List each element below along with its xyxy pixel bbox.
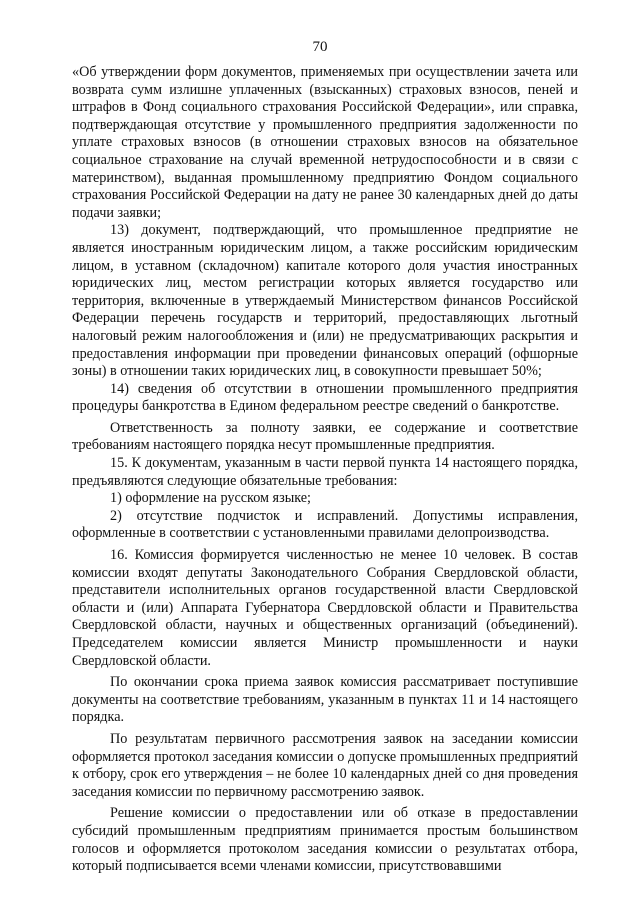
- paragraph-decision: Решение комиссии о предоставлении или об отказе в предоставлении субсидий промышленным предприятиям принимается простым большинством голосов и оформляется протоколом заседания комиссии о результатах отбора, который подписывается всеми членами комиссии, присутствовавшими: [72, 805, 578, 875]
- paragraph-item-16: 16. Комиссия формируется численностью не менее 10 человек. В состав комиссии входят депутаты Законодательного Собрания Свердловской области, представители исполнительных органов государственной власти Свердловской области и (или) Аппарата Губернатора Свердловской области и Правительства Свердловской области, научных и общественных организаций (объединений). Председателем комиссии является Министр промышленности и науки Свердловской области.: [72, 547, 578, 669]
- page-number: 70: [312, 39, 328, 55]
- document-body: [72, 64, 578, 876]
- paragraph-item-14: 14) сведения об отсутствии в отношении промышленного предприятия процедуры банкротства в Едином федеральном реестре сведений о банкротстве.: [72, 380, 578, 415]
- paragraph-item-15: 15. К документам, указанным в части первой пункта 14 настоящего порядка, предъявляются следующие обязательные требования:: [72, 455, 578, 489]
- paragraph-responsibility: Ответственность за полноту заявки, ее содержание и соответствие требованиям настоящего порядка несут промышленные предприятия.: [72, 419, 578, 454]
- paragraph-item-13: 13) документ, подтверждающий, что промышленное предприятие не является иностранным юридическим лицом, а также российским юридическим лицом, в уставном (складочном) капитале которого доля участия иностранных юридических лиц, местом регистрации которых является государство или территория, включенные в утверждаемый Министерством финансов Российской Федерации перечень государств и территорий, предоставляющих льготный налоговый режим налогообложения и (или) не предусматривающих раскрытия и предоставления информации при проведении финансовых операций (офшорные зоны) в отношении таких юридических лиц, в совокупности превышает 50%;: [72, 222, 578, 380]
- paragraph-requirement-2: 2) отсутствие подчисток и исправлений. Допустимы исправления, оформленные в соответствии с установленными правилами делопроизводства.: [72, 507, 578, 542]
- paragraph-continuation: «Об утверждении форм документов, применяемых при осуществлении зачета или возврата сумм излишне уплаченных (взысканных) страховых взносов, пеней и штрафов в Фонд социального страхования Российской Федерации», или справка, подтверждающая отсутствие у промышленного предприятия задолженности по уплате страховых взносов (в отношении страховых взносов на обязательное социальное страхование на случай временной нетрудоспособности и в связи с материнством), выданная промышленному предприятию Фондом социального страхования Российской Федерации на дату не ранее 30 календарных дней до даты подачи заявки;: [72, 64, 578, 221]
- paragraph-review: По окончании срока приема заявок комиссия рассматривает поступившие документы на соответствие требованиям, указанным в пунктах 11 и 14 настоящего порядка.: [72, 674, 578, 726]
- paragraph-requirement-1: 1) оформление на русском языке;: [110, 490, 311, 507]
- paragraph-protocol: По результатам первичного рассмотрения заявок на заседании комиссии оформляется протокол заседания комиссии о допуске промышленных предприятий к отбору, срок его утверждения – не более 10 календарных дней со дня проведения заседания комиссии по первичному рассмотрению заявок.: [72, 730, 578, 800]
